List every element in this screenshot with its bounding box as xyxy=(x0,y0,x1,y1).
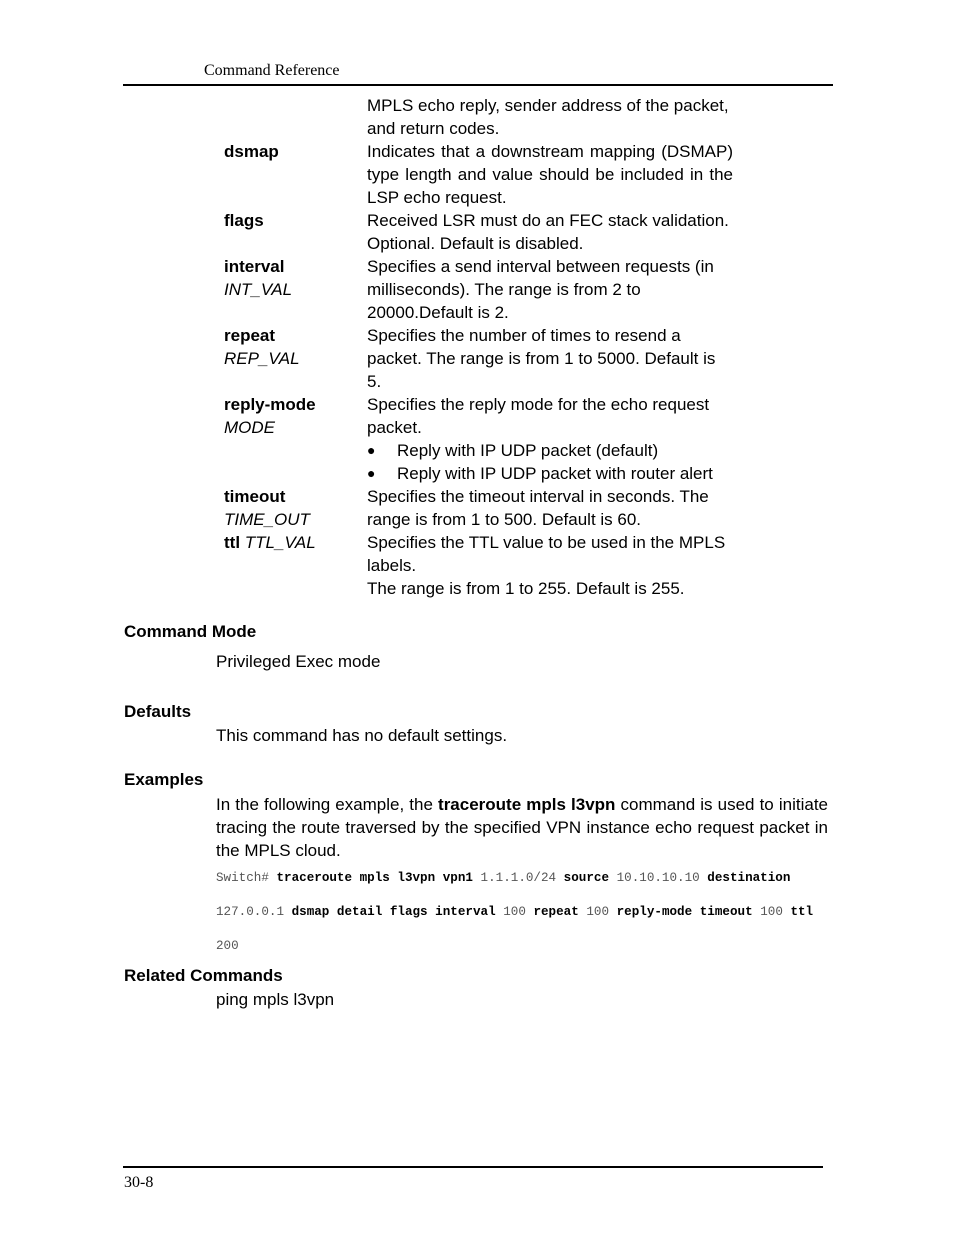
parameter-table xyxy=(224,94,734,600)
param-name: repeat xyxy=(224,326,276,345)
param-name: timeout xyxy=(224,487,286,506)
bullet-icon: ● xyxy=(367,465,376,481)
code-line: 127.0.0.1 dsmap detail flags interval 100 repeat 100 reply-mode timeout 100 ttl xyxy=(216,905,814,919)
param-row-ttl xyxy=(224,531,734,600)
param-arg: TTL_VAL xyxy=(244,533,316,552)
param-row-continuation xyxy=(224,94,734,140)
code-line: 200 xyxy=(216,939,239,953)
param-row-timeout xyxy=(224,485,734,531)
examples-text: In the following example, the traceroute mpls l3vpn command is used to initiate tracing the route traversed by the specified VPN instance echo request packet in the MPLS cloud. xyxy=(216,795,828,860)
command-mode-text: Privileged Exec mode xyxy=(216,652,381,671)
bullet-item: ● Reply with IP UDP packet with router alert xyxy=(367,464,713,483)
param-row-dsmap xyxy=(224,140,734,209)
command-mode-heading: Command Mode xyxy=(124,622,257,641)
code-line: Switch# traceroute mpls l3vpn vpn1 1.1.1.0/24 source 10.10.10.10 destination xyxy=(216,871,791,885)
param-desc: Received LSR must do an FEC stack validation. Optional. Default is disabled. xyxy=(367,211,729,253)
param-row-interval xyxy=(224,255,734,324)
param-arg: INT_VAL xyxy=(224,280,293,299)
param-row-repeat xyxy=(224,324,734,393)
header-rule xyxy=(123,84,833,86)
param-name: ttl xyxy=(224,533,241,552)
related-commands-heading: Related Commands xyxy=(124,966,283,985)
param-desc: Indicates that a downstream mapping (DSMAP) type length and value should be included in the LSP echo request. xyxy=(367,142,733,207)
bullet-item: ● Reply with IP UDP packet (default) xyxy=(367,441,659,460)
page-number: 30-8 xyxy=(124,1174,154,1191)
param-desc: Specifies a send interval between requests (in milliseconds). The range is from 2 to 20000.Default is 2. xyxy=(367,257,714,322)
related-command-link: ping mpls l3vpn xyxy=(216,990,335,1009)
param-desc: Specifies the timeout interval in seconds. The range is from 1 to 500. Default is 60. xyxy=(367,487,709,529)
defaults-heading: Defaults xyxy=(124,702,192,721)
examples-heading: Examples xyxy=(124,770,204,789)
param-arg: TIME_OUT xyxy=(224,510,310,529)
param-row-flags xyxy=(224,209,734,255)
bullet-icon: ● xyxy=(367,442,376,458)
param-desc: Specifies the TTL value to be used in the MPLS labels. xyxy=(367,533,726,575)
inline-command: traceroute mpls l3vpn xyxy=(438,795,616,814)
running-header: Command Reference xyxy=(204,62,340,79)
param-name: reply-mode xyxy=(224,395,316,414)
param-desc: Specifies the reply mode for the echo request packet. xyxy=(367,395,710,437)
param-arg: MODE xyxy=(224,418,275,437)
param-name: dsmap xyxy=(224,142,279,161)
footer-rule xyxy=(123,1166,823,1168)
param-name: interval xyxy=(224,257,285,276)
param-row-reply-mode xyxy=(224,393,734,485)
param-desc: MPLS echo reply, sender address of the packet, and return codes. xyxy=(367,96,729,138)
param-desc: Specifies the number of times to resend a packet. The range is from 1 to 5000. Default is 5. xyxy=(367,326,716,391)
param-desc-range: The range is from 1 to 255. Default is 255. xyxy=(367,579,685,598)
param-arg: REP_VAL xyxy=(224,349,300,368)
param-name: flags xyxy=(224,211,264,230)
defaults-text: This command has no default settings. xyxy=(216,726,508,745)
